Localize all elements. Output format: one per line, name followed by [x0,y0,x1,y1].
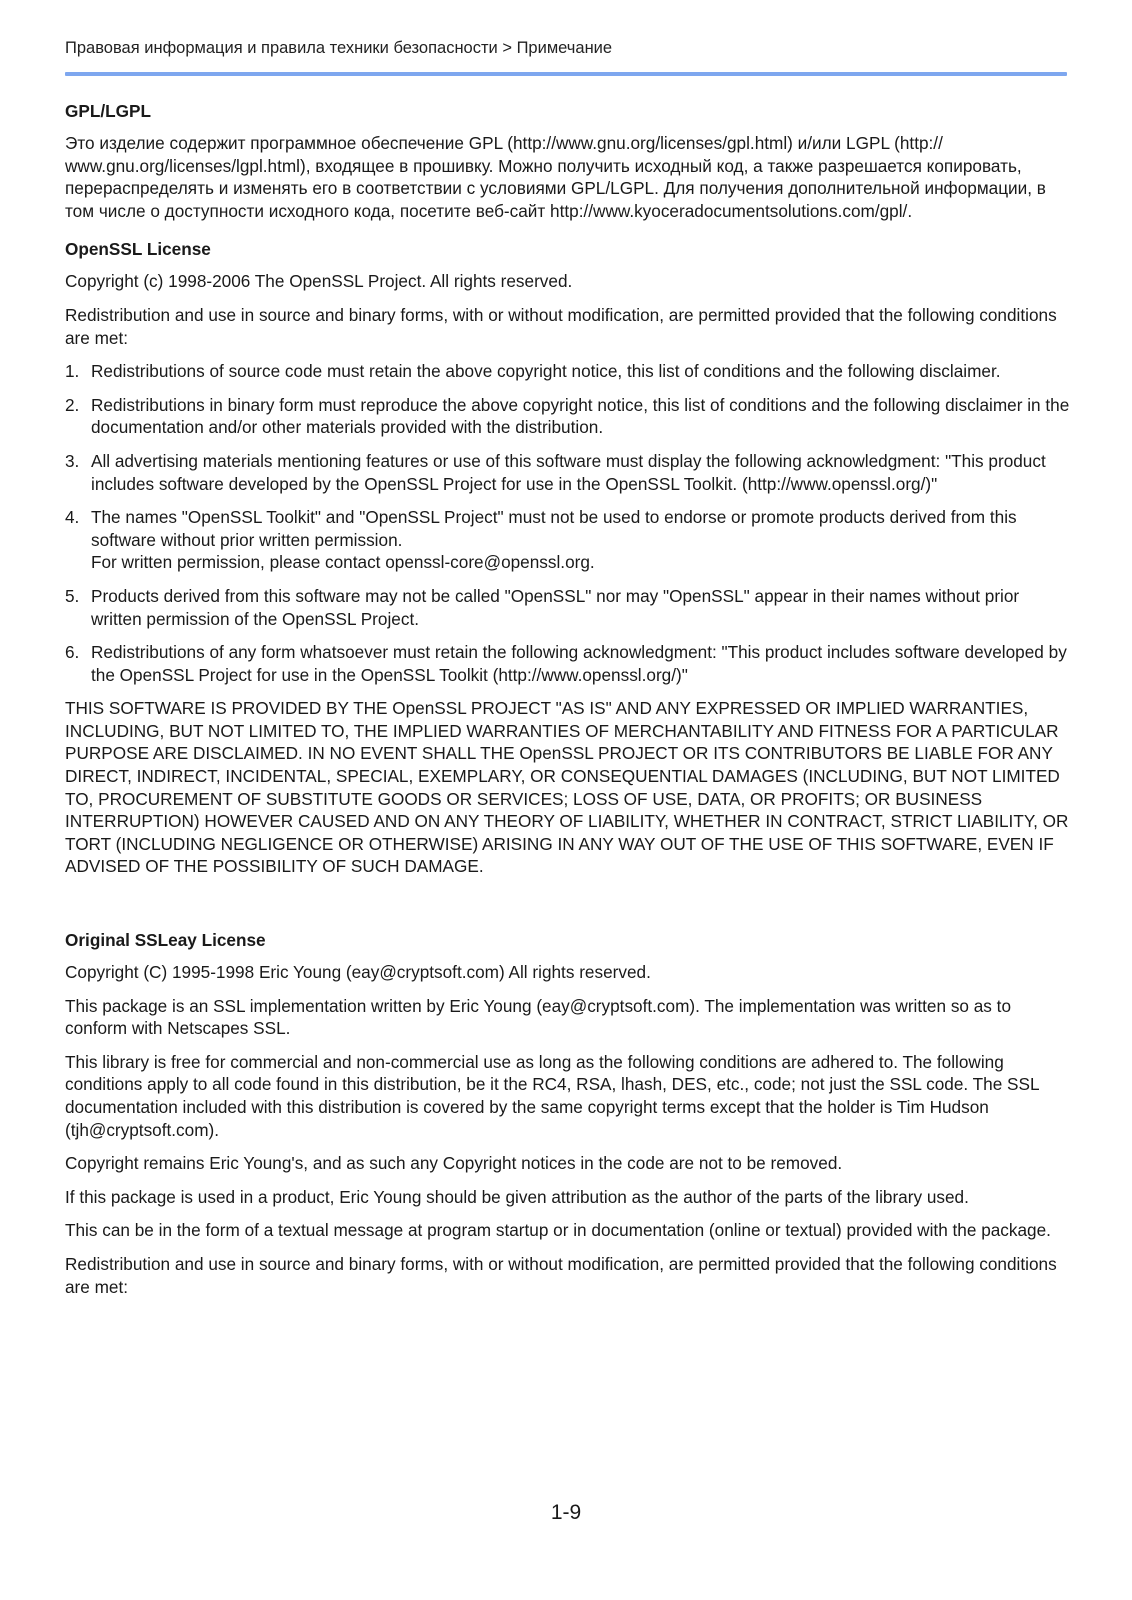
ssleay-paragraph: If this package is used in a product, Eric Young should be given attribution as the author of the parts of the library used. [65,1186,969,1207]
openssl-copyright: Copyright (c) 1998-2006 The OpenSSL Project. All rights reserved. [65,271,573,292]
list-item-number: 1. [65,361,80,382]
header-divider [65,72,1067,76]
list-item-number: 3. [65,450,80,471]
openssl-section [65,238,1070,878]
list-item-number: 4. [65,507,80,528]
section-spacer [65,889,1070,929]
ssleay-paragraph: This can be in the form of a textual message at program startup or in documentation (online or textual) provided with the package. [65,1220,1051,1241]
list-item-number: 2. [65,394,80,415]
gpl-section [65,100,1070,222]
ssleay-heading: Original SSLeay License [65,930,266,951]
list-item-text: Redistributions of any form whatsoever must retain the following acknowledgment: "This product includes software developed by the OpenSSL Project for use in the OpenSSL Toolkit (http://www.openssl.org/)" [91,642,1067,685]
ssleay-paragraph: This package is an SSL implementation written by Eric Young (eay@cryptsoft.com). The implementation was written so as to conform with Netscapes SSL. [65,995,1012,1039]
list-item [65,360,1070,383]
ssleay-paragraph: Redistribution and use in source and binary forms, with or without modification, are permitted provided that the following conditions are met: [65,1253,1057,1297]
list-item-extra: For written permission, please contact openssl-core@openssl.org. [91,552,595,573]
openssl-conditions-list [65,360,1070,686]
openssl-intro: Redistribution and use in source and binary forms, with or without modification, are permitted provided that the following conditions are met: [65,304,1057,348]
openssl-disclaimer: THIS SOFTWARE IS PROVIDED BY THE OpenSSL PROJECT "AS IS" AND ANY EXPRESSED OR IMPLIED WARRANTIES, INCLUDING, BUT NOT LIMITED TO, THE IMPLIED WARRANTIES OF MERCHANTABILITY AND FITNESS FOR A PARTICULAR PURPOSE ARE DISCLAIMED. IN NO EVENT SHALL THE OpenSSL PROJECT OR ITS CONTRIBUTORS BE LIABLE FOR ANY DIRECT, INDIRECT, INCIDENTAL, SPECIAL, EXEMPLARY, OR CONSEQUENTIAL DAMAGES (INCLUDING, BUT NOT LIMITED TO, PROCUREMENT OF SUBSTITUTE GOODS OR SERVICES; LOSS OF USE, DATA, OR PROFITS; OR BUSINESS INTERRUPTION) HOWEVER CAUSED AND ON ANY THEORY OF LIABILITY, WHETHER IN CONTRACT, STRICT LIABILITY, OR TORT (INCLUDING NEGLIGENCE OR OTHERWISE) ARISING IN ANY WAY OUT OF THE USE OF THIS SOFTWARE, EVEN IF ADVISED OF THE POSSIBILITY OF SUCH DAMAGE. [65,698,1069,877]
page-number: 1-9 [550,1501,582,1524]
list-item-number: 5. [65,585,80,606]
list-item-text: The names "OpenSSL Toolkit" and "OpenSSL Project" must not be used to endorse or promote products derived from this software without prior written permission. [91,507,1017,550]
breadcrumb: Правовая информация и правила техники безопасности > Примечание [65,39,613,57]
document-body [65,100,1070,1309]
ssleay-section [65,929,1070,1298]
list-item [65,641,1070,686]
gpl-paragraph: Это изделие содержит программное обеспечение GPL (http://www.gnu.org/licenses/gpl.html) и/или LGPL (http:// www.gnu.org/licenses/lgpl.html), входящее в прошивку. Можно получить исходный код, а также разрешается копировать, перераспределять и изменять его в соответствии с условиями GPL/LGPL. Для получения дополнительной информации, в том числе о доступности исходного кода, посетите веб-сайт http://www.kyoceradocumentsolutions.com/gpl/. [65,133,1046,221]
list-item [65,450,1070,495]
list-item-text: All advertising materials mentioning features or use of this software must display the following acknowledgment: "This product includes software developed by the OpenSSL Project for use in the OpenSSL Toolkit. (http://www.openssl.org/)" [91,450,1046,494]
ssleay-copyright: Copyright (C) 1995-1998 Eric Young (eay@cryptsoft.com) All rights reserved. [65,962,651,983]
list-item-text: Redistributions of source code must retain the above copyright notice, this list of conditions and the following disclaimer. [91,361,1001,382]
list-item [65,585,1070,630]
page-header [65,36,1067,76]
list-item-text: Products derived from this software may not be called "OpenSSL" nor may "OpenSSL" appear in their names without prior written permission of the OpenSSL Project. [91,585,1020,629]
ssleay-paragraph: This library is free for commercial and non-commercial use as long as the following conditions are adhered to. The following conditions apply to all code found in this distribution, be it the RC4, RSA, lhash, DES, etc., code; not just the SSL code. The SSL documentation included with this distribution is covered by the same copyright terms except that the holder is Tim Hudson (tjh@cryptsoft.com). [65,1051,1039,1140]
list-item [65,506,1070,574]
list-item [65,394,1070,439]
ssleay-paragraph: Copyright remains Eric Young's, and as such any Copyright notices in the code are not to be removed. [65,1153,843,1174]
openssl-heading: OpenSSL License [65,239,211,260]
list-item-number: 6. [65,642,80,663]
gpl-heading: GPL/LGPL [65,101,151,121]
list-item-body [91,506,1070,574]
list-item-text: Redistributions in binary form must reproduce the above copyright notice, this list of conditions and the following disclaimer in the documentation and/or other materials provided with the distribution. [91,394,1070,438]
